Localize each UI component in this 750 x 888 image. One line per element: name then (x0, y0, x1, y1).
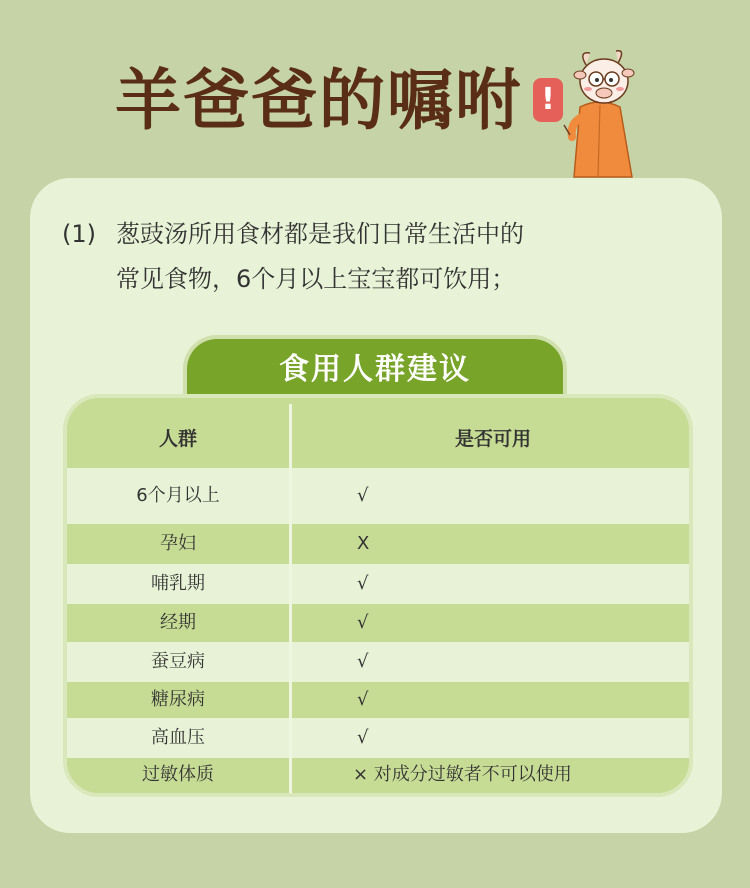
cell-group: 孕妇 (160, 533, 196, 554)
exclamation-badge-icon: ! (533, 78, 563, 122)
table-row (67, 718, 689, 758)
cell-usable: √ (357, 485, 369, 506)
table-row (67, 682, 689, 718)
page-title: 羊爸爸的嘱咐 (115, 61, 523, 139)
table-row (67, 468, 689, 524)
cell-group: 高血压 (151, 727, 205, 748)
intro-line-2: 常见食物，6个月以上宝宝都可饮用； (116, 265, 516, 293)
table-row (67, 758, 689, 794)
intro-number: (1) (62, 220, 96, 248)
table-row (67, 524, 689, 564)
cell-usable: √ (357, 612, 369, 633)
table-row (67, 604, 689, 642)
table-title-tab: 食用人群建议 (183, 335, 567, 399)
cell-usable: √ (357, 727, 369, 748)
cell-group: 过敏体质 (142, 764, 214, 785)
cell-group: 6个月以上 (136, 485, 220, 506)
cell-group: 经期 (160, 612, 196, 633)
cell-usable: √ (357, 689, 369, 710)
table-row (67, 564, 689, 604)
cell-group: 糖尿病 (151, 689, 205, 710)
sheep-mascot-icon (560, 45, 640, 180)
header-usable: 是否可用 (454, 428, 531, 450)
table-row (67, 642, 689, 682)
cell-usable: × 对成分过敏者不可以使用 (353, 764, 572, 785)
cell-group: 哺乳期 (151, 573, 205, 594)
header-group: 人群 (158, 428, 197, 450)
cell-usable: √ (357, 651, 369, 672)
table-header (67, 398, 689, 468)
column-divider (289, 404, 292, 794)
cell-usable: X (357, 533, 370, 554)
suitability-table (63, 394, 693, 797)
cell-usable: √ (357, 573, 369, 594)
cell-group: 蚕豆病 (151, 651, 205, 672)
intro-line-1: 葱豉汤所用食材都是我们日常生活中的 (116, 220, 524, 248)
